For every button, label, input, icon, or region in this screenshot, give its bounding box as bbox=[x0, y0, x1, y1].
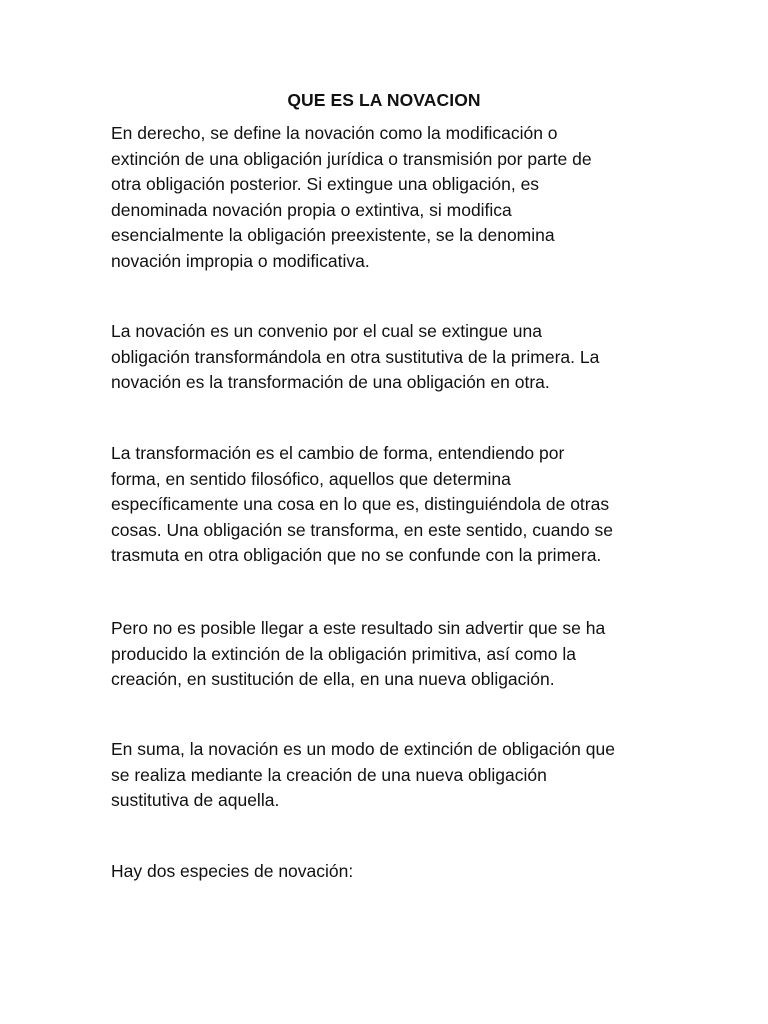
paragraph-line: En suma, la novación es un modo de extinción de obligación que bbox=[111, 739, 615, 759]
document-title: QUE ES LA NOVACION bbox=[287, 90, 481, 110]
paragraph-transformacion bbox=[111, 441, 671, 569]
paragraph-line: trasmuta en otra obligación que no se confunde con la primera. bbox=[111, 545, 602, 565]
paragraph-line: específicamente una cosa en lo que es, distinguiéndola de otras bbox=[111, 494, 610, 514]
paragraph-line: se realiza mediante la creación de una nueva obligación bbox=[111, 764, 547, 785]
paragraph-line: esencialmente la obligación preexistente, se la denomina bbox=[111, 225, 555, 245]
paragraph-extincion bbox=[111, 616, 671, 693]
paragraph-line: otra obligación posterior. Si extingue una obligación, es bbox=[111, 174, 540, 194]
paragraph-line: La transformación es el cambio de forma, entendiendo por bbox=[111, 443, 565, 463]
paragraph-line: extinción de una obligación jurídica o transmisión por parte de bbox=[111, 148, 592, 169]
paragraph-line: producido la extinción de la obligación primitiva, así como la bbox=[111, 643, 576, 664]
paragraph-line: obligación transformándola en otra sustitutiva de la primera. La bbox=[111, 346, 600, 367]
paragraph-line: novación es la transformación de una obligación en otra. bbox=[111, 372, 550, 392]
paragraph-line: Pero no es posible llegar a este resultado sin advertir que se ha bbox=[111, 618, 606, 638]
paragraph-line: La novación es un convenio por el cual se extingue una bbox=[111, 321, 542, 341]
paragraph-line: denominada novación propia o extintiva, si modifica bbox=[111, 199, 512, 220]
paragraph-line: sustitutiva de aquella. bbox=[111, 790, 280, 810]
paragraph-line: novación impropia o modificativa. bbox=[111, 250, 370, 271]
paragraph-line: forma, en sentido filosófico, aquellos que determina bbox=[111, 468, 511, 489]
paragraph-line: Hay dos especies de novación: bbox=[111, 861, 354, 881]
paragraph-en-suma bbox=[111, 737, 671, 814]
paragraph-line: cosas. Una obligación se transforma, en este sentido, cuando se bbox=[111, 519, 613, 540]
paragraph-line: creación, en sustitución de ella, en una nueva obligación. bbox=[111, 669, 555, 689]
paragraph-line: En derecho, se define la novación como la modificación o bbox=[111, 123, 558, 143]
paragraph-definition bbox=[111, 121, 671, 274]
paragraph-convenio bbox=[111, 319, 671, 396]
paragraph-especies bbox=[111, 859, 671, 885]
